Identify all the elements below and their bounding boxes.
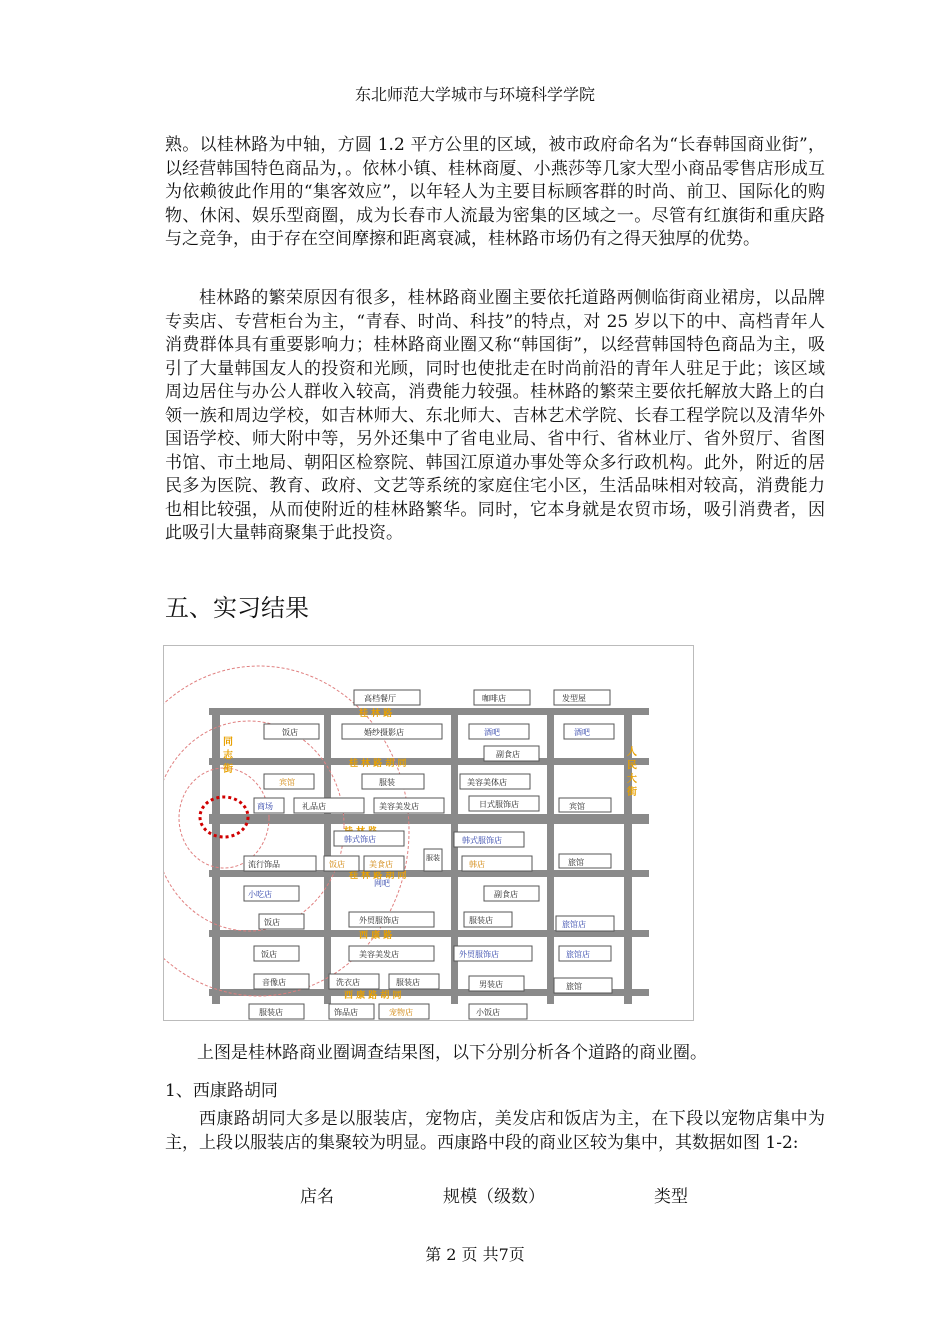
page-header: 东北师范大学城市与环境科学学院: [354, 85, 595, 104]
road-band: [212, 708, 220, 1004]
store-label: 美容美发店: [359, 950, 399, 959]
store-label: 酒吧: [574, 728, 590, 737]
paragraph-2: 桂林路的繁荣原因有很多，桂林路商业圈主要依托道路两侧临街商业裙房，以品牌专卖店、专营柜台为主，“青春、时尚、科技”的特点，对 25 岁以下的中、高档青年人消费群体具有重要影响力；桂林路商业圈又称“韩国街”，以经营韩国特色商品为主，吸引了大量韩国友人的投资和光顾，同时也使批走在时尚前沿的青年人驻足于此；该区域周边居住与办公人群收入较高，消费能力较强。桂林路的繁荣主要依托解放大路上的白领一族和周边学校，如吉林师大、东北师大、吉林艺术学院、长春工程学院以及清华外国语学校、师大附中等，另外还集中了省电业局、省中行、省林业厅、省外贸厅、省图书馆、市土地局、朝阳区检察院、韩国江原道办事处等众多行政机构。此外，附近的居民多为医院、教育、政府、文艺等系统的家庭住宅小区，生活品味相对较高，消费能力也相比较强，从而使附近的桂林路繁华。同时，它本身就是农贸市场，吸引消费者，因此吸引大量韩商聚集于此投资。: [165, 288, 825, 543]
road-label-left: 同 志 街: [220, 736, 232, 773]
store-label: 网吧: [374, 879, 390, 888]
store-label: 外贸服饰店: [359, 916, 399, 925]
store-label: 商场: [257, 802, 273, 811]
store-label: 音像店: [262, 978, 286, 987]
store-label: 咖啡店: [482, 694, 506, 703]
table-header-cell: 类型: [654, 1187, 688, 1207]
road-label-middle-lower: 桂 林 路 胡 同: [349, 871, 407, 881]
road-band: [209, 814, 649, 824]
store-label: 饭店: [329, 860, 345, 869]
store-label: 宠物店: [389, 1008, 413, 1017]
store-label: 服装: [379, 778, 395, 787]
road-label-middle-upper: 桂 林 路 胡 同: [349, 759, 407, 769]
road-label-top: 桂 林 路: [359, 709, 393, 719]
section-title: 五、实习结果: [165, 594, 309, 622]
road-label-lower: 西 康 路: [359, 931, 393, 941]
store-label: 洗衣店: [336, 978, 360, 987]
store-label: 韩式饰店: [344, 835, 376, 844]
store-label: 小吃店: [248, 890, 272, 899]
store-label: 服装: [426, 854, 440, 862]
store-label: 服装店: [396, 978, 420, 987]
road-band: [209, 758, 649, 765]
figure-caption: 上图是桂林路商业圈调查结果图，以下分别分析各个道路的商业圈。: [197, 1043, 707, 1063]
store-label: 发型屋: [562, 694, 586, 703]
paragraph-1: 熟。以桂林路为中轴，方圆 1.2 平方公里的区域，被市政府命名为“长春韩国商业街”，以经营韩国特色商品为，。依林小镇、桂林商厦、小燕莎等几家大型小商品零售店形成互为依赖彼此作用的“集客效应”，以年轻人为主要目标顾客群的时尚、前卫、国际化的购物、休闲、娱乐型商圈，成为长春市人流最为密集的区域之一。尽管有红旗街和重庆路与之竞争，由于存在空间摩擦和距离衰减，桂林路市场仍有之得天独厚的优势。: [165, 135, 825, 249]
subsection-title: 1、西康路胡同: [165, 1081, 278, 1101]
store-label: 婚纱摄影店: [364, 728, 404, 737]
store-label: 饭店: [282, 728, 298, 737]
store-label: 服装店: [259, 1008, 283, 1017]
store-label: 副食店: [494, 890, 518, 899]
store-label: 美食店: [369, 860, 393, 869]
store-label: 宾馆: [569, 802, 585, 811]
store-label: 旅馆店: [562, 920, 586, 929]
store-label: 小饭店: [476, 1008, 500, 1017]
store-label: 美容美发店: [379, 802, 419, 811]
paragraph-3: 西康路胡同大多是以服装店，宠物店，美发店和饭店为主，在下段以宠物店集中为主，上段以服装店的集聚较为明显。西康路中段的商业区较为集中，其数据如图 1-2:: [165, 1109, 825, 1153]
page-footer: 第 2 页 共7页: [425, 1245, 525, 1264]
store-label: 韩店: [469, 860, 485, 869]
store-label: 酒吧: [484, 728, 500, 737]
table-header-cell: 规模（级数）: [443, 1187, 545, 1207]
store-label: 外贸服饰店: [459, 950, 499, 959]
store-label: 副食店: [496, 750, 520, 759]
store-label: 日式服饰店: [479, 800, 519, 809]
store-label: 旅馆: [568, 858, 584, 867]
store-label: 饰品店: [334, 1008, 358, 1017]
store-label: 宾馆: [279, 778, 295, 787]
store-label: 服装店: [469, 916, 493, 925]
store-label: 礼品店: [302, 802, 326, 811]
road-band: [209, 708, 649, 715]
road-label-right: 人 民 大 街: [624, 746, 636, 797]
store-label: 男装店: [479, 980, 503, 989]
table-header-cell: 店名: [300, 1187, 334, 1207]
store-label: 高档餐厅: [364, 694, 396, 703]
store-label: 旅馆: [566, 982, 582, 991]
store-label: 饭店: [261, 950, 277, 959]
road-band: [547, 708, 554, 1004]
business-district-map: [163, 645, 694, 1021]
store-label: 美容美体店: [467, 778, 507, 787]
store-label: 流行饰品: [248, 860, 280, 869]
road-label-bottom: 西 康 路 胡 同: [344, 991, 402, 1001]
store-label: 饭店: [264, 918, 280, 927]
store-label: 韩式服饰店: [462, 836, 502, 845]
store-label: 旅馆店: [566, 950, 590, 959]
